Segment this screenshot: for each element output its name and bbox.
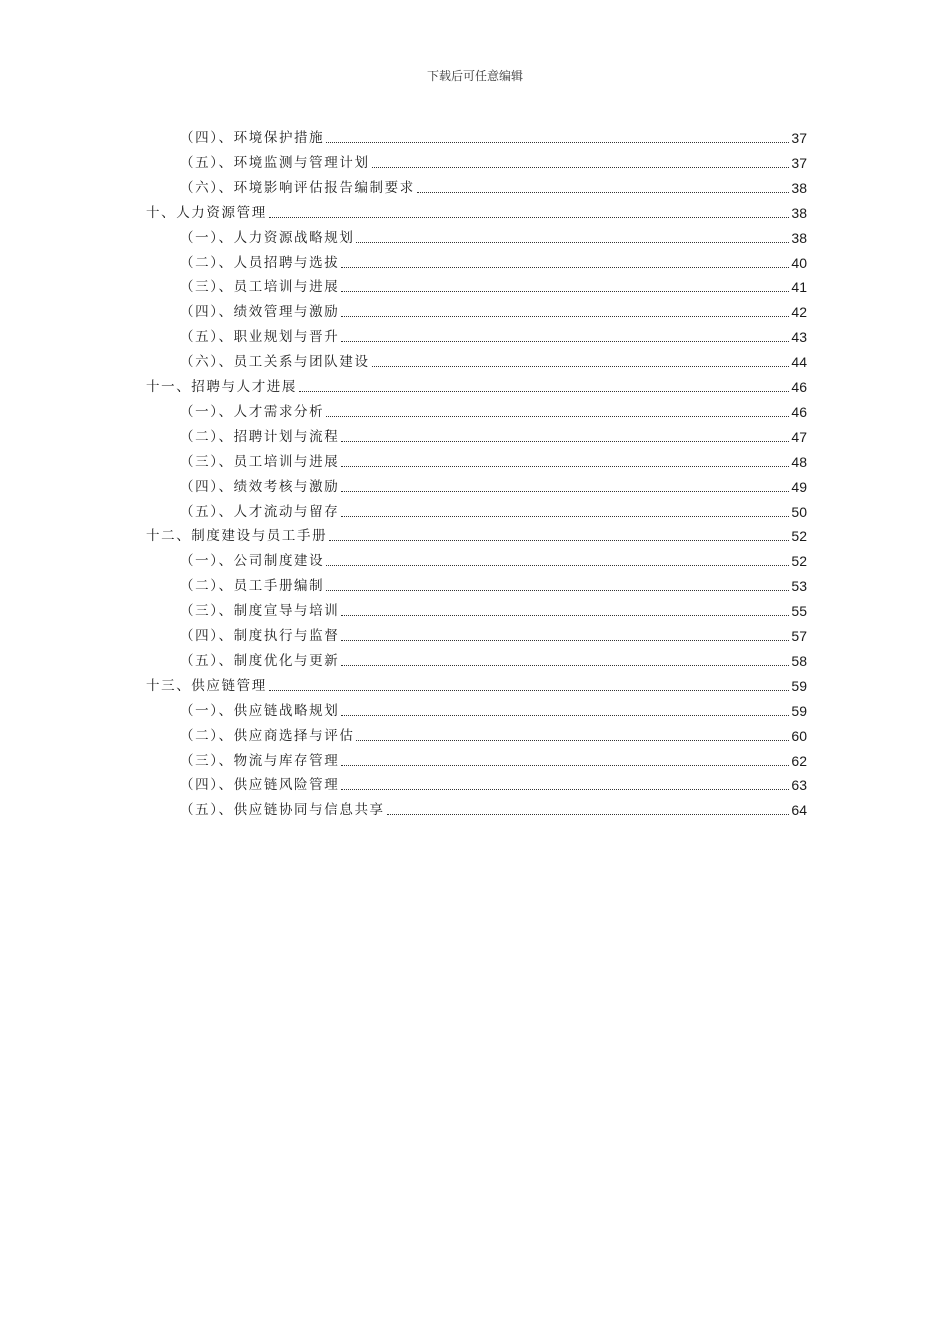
toc-entry-title: （四）、绩效考核与激励	[180, 478, 340, 495]
toc-dot-leader	[326, 415, 789, 417]
toc-dot-leader	[356, 739, 789, 741]
toc-section-entry[interactable]	[180, 252, 807, 272]
toc-entry-title: （六）、环境影响评估报告编制要求	[180, 179, 415, 196]
toc-page-number: 55	[791, 603, 807, 620]
toc-dot-leader	[417, 191, 790, 193]
toc-section-entry[interactable]	[180, 177, 807, 197]
toc-chapter-entry[interactable]	[146, 376, 807, 396]
toc-page-number: 37	[791, 154, 807, 171]
toc-dot-leader	[341, 315, 789, 317]
toc-dot-leader	[356, 241, 789, 243]
toc-chapter-entry[interactable]	[146, 675, 807, 695]
toc-dot-leader	[299, 390, 789, 392]
toc-section-entry[interactable]	[180, 625, 807, 645]
toc-page-number: 43	[791, 329, 807, 346]
toc-dot-leader	[341, 788, 789, 790]
toc-entry-title: 十、人力资源管理	[146, 204, 267, 221]
toc-section-entry[interactable]	[180, 127, 807, 147]
toc-dot-leader	[326, 141, 789, 143]
toc-page-number: 38	[791, 179, 807, 196]
toc-page-number: 44	[791, 354, 807, 371]
toc-page-number: 42	[791, 304, 807, 321]
toc-page-number: 50	[791, 503, 807, 520]
toc-page-number: 52	[791, 528, 807, 545]
toc-entry-title: 十二、制度建设与员工手册	[146, 528, 328, 545]
toc-dot-leader	[341, 714, 789, 716]
toc-page-number: 46	[791, 379, 807, 395]
toc-section-entry[interactable]	[180, 326, 807, 346]
toc-dot-leader	[372, 365, 790, 367]
toc-section-entry[interactable]	[180, 451, 807, 471]
toc-entry-title: （二）、供应商选择与评估	[180, 727, 355, 744]
toc-section-entry[interactable]	[180, 301, 807, 321]
toc-section-entry[interactable]	[180, 351, 807, 371]
toc-page-number: 37	[791, 130, 807, 146]
toc-entry-title: （三）、员工培训与进展	[180, 453, 340, 470]
toc-section-entry[interactable]	[180, 550, 807, 570]
toc-section-entry[interactable]	[180, 774, 807, 794]
toc-page-number: 63	[791, 777, 807, 794]
toc-section-entry[interactable]	[180, 401, 807, 421]
toc-dot-leader	[341, 639, 789, 641]
toc-page-number: 38	[791, 229, 807, 246]
toc-entry-title: （二）、人员招聘与选拔	[180, 254, 340, 271]
toc-page-number: 57	[791, 628, 807, 644]
toc-section-entry[interactable]	[180, 276, 807, 296]
toc-dot-leader	[329, 539, 789, 541]
toc-entry-title: 十一、招聘与人才进展	[146, 379, 297, 395]
toc-entry-title: （二）、员工手册编制	[180, 578, 325, 595]
toc-page-number: 49	[791, 478, 807, 495]
toc-page-number: 40	[791, 254, 807, 271]
toc-chapter-entry[interactable]	[146, 525, 807, 545]
toc-entry-title: （三）、制度宣导与培训	[180, 603, 340, 620]
toc-dot-leader	[269, 216, 790, 218]
toc-page-number: 53	[791, 578, 807, 595]
toc-section-entry[interactable]	[180, 426, 807, 446]
toc-section-entry[interactable]	[180, 476, 807, 496]
toc-dot-leader	[341, 664, 789, 666]
toc-entry-title: （一）、公司制度建设	[180, 553, 325, 570]
toc-page-number: 52	[791, 553, 807, 570]
toc-section-entry[interactable]	[180, 152, 807, 172]
toc-entry-title: （三）、员工培训与进展	[180, 279, 340, 296]
toc-entry-title: 十三、供应链管理	[146, 677, 267, 694]
toc-section-entry[interactable]	[180, 725, 807, 745]
toc-chapter-entry[interactable]	[146, 202, 807, 222]
toc-entry-title: （五）、人才流动与留存	[180, 503, 340, 520]
toc-dot-leader	[326, 564, 789, 566]
toc-dot-leader	[326, 589, 789, 591]
toc-entry-title: （四）、制度执行与监督	[180, 628, 340, 644]
toc-dot-leader	[341, 490, 789, 492]
toc-page-number: 48	[791, 453, 807, 470]
toc-dot-leader	[387, 813, 790, 815]
toc-dot-leader	[341, 266, 789, 268]
toc-section-entry[interactable]	[180, 501, 807, 521]
toc-dot-leader	[341, 515, 789, 517]
toc-entry-title: （五）、供应链协同与信息共享	[180, 802, 385, 819]
toc-section-entry[interactable]	[180, 600, 807, 620]
toc-dot-leader	[372, 166, 790, 168]
toc-dot-leader	[341, 440, 789, 442]
toc-page-number: 41	[791, 279, 807, 296]
toc-entry-title: （一）、供应链战略规划	[180, 702, 340, 719]
toc-entry-title: （四）、绩效管理与激励	[180, 304, 340, 321]
toc-entry-title: （三）、物流与库存管理	[180, 752, 340, 769]
toc-entry-title: （五）、制度优化与更新	[180, 652, 340, 669]
toc-dot-leader	[341, 614, 789, 616]
toc-page-number: 58	[791, 652, 807, 669]
toc-section-entry[interactable]	[180, 750, 807, 770]
toc-dot-leader	[341, 290, 789, 292]
toc-page-number: 47	[791, 428, 807, 445]
toc-entry-title: （四）、供应链风险管理	[180, 777, 340, 794]
page-header: 下载后可任意编辑	[426, 69, 523, 83]
toc-section-entry[interactable]	[180, 227, 807, 247]
toc-section-entry[interactable]	[180, 799, 807, 819]
toc-dot-leader	[269, 689, 790, 691]
toc-page-number: 46	[791, 403, 807, 420]
toc-section-entry[interactable]	[180, 700, 807, 720]
toc-dot-leader	[341, 465, 789, 467]
toc-entry-title: （一）、人力资源战略规划	[180, 229, 355, 246]
toc-page-number: 62	[791, 752, 807, 769]
toc-page-number: 59	[791, 702, 807, 719]
toc-dot-leader	[341, 764, 789, 766]
toc-page-number: 60	[791, 727, 807, 744]
toc-page-number: 38	[791, 204, 807, 221]
toc-dot-leader	[341, 340, 789, 342]
toc-section-entry[interactable]	[180, 575, 807, 595]
toc-page-number: 59	[791, 677, 807, 694]
toc-page-number: 64	[791, 802, 807, 819]
toc-entry-title: （五）、环境监测与管理计划	[180, 154, 370, 171]
toc-entry-title: （一）、人才需求分析	[180, 403, 325, 420]
toc-entry-title: （四）、环境保护措施	[180, 130, 325, 146]
toc-entry-title: （五）、职业规划与晋升	[180, 329, 340, 346]
toc-entry-title: （二）、招聘计划与流程	[180, 428, 340, 445]
toc-section-entry[interactable]	[180, 650, 807, 670]
toc-entry-title: （六）、员工关系与团队建设	[180, 354, 370, 371]
